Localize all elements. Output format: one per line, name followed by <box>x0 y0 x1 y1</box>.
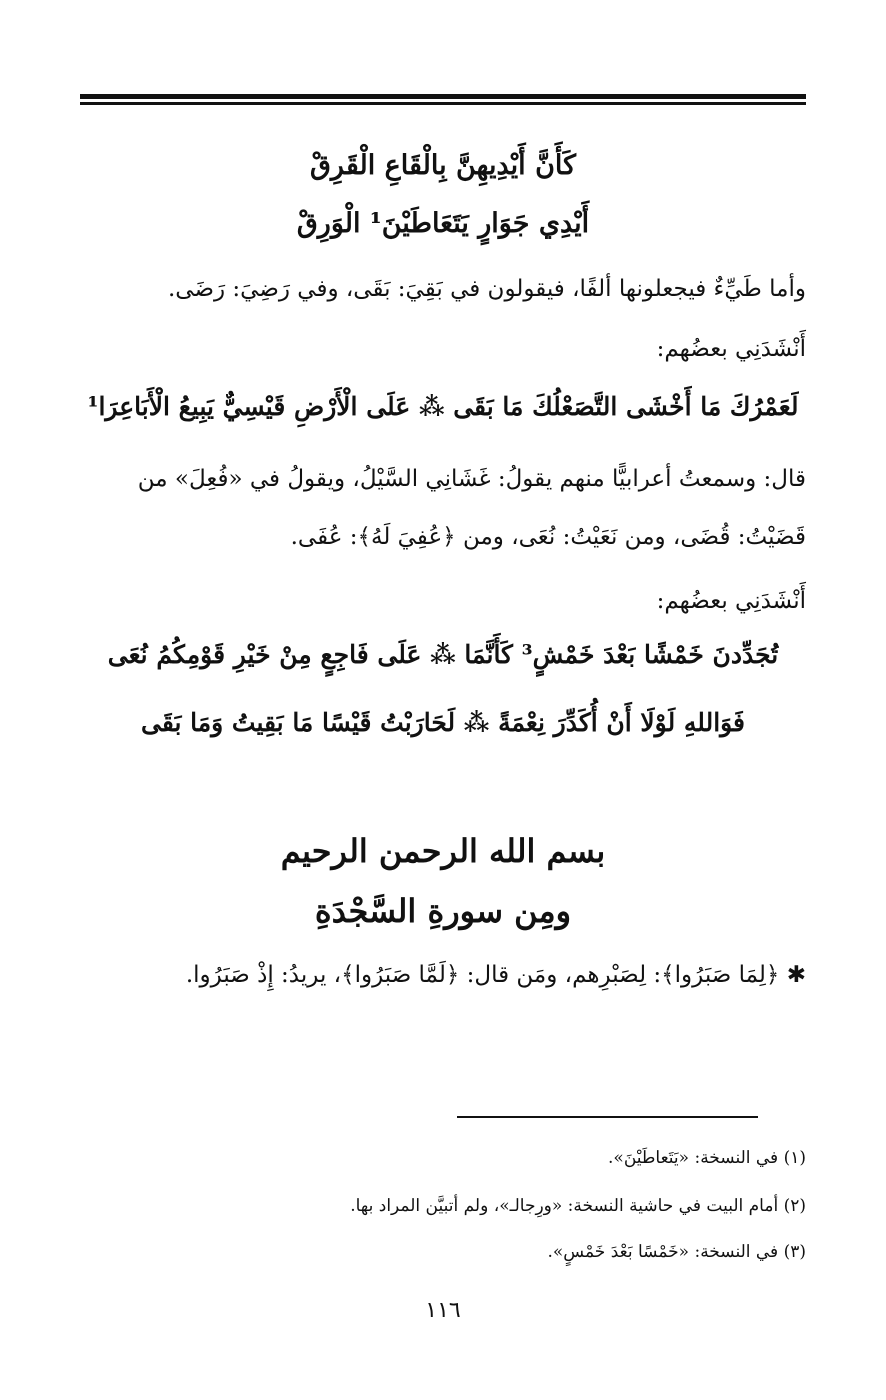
verse-bottom-1: تُجَدِّدنَ خَمْشًا بَعْدَ خَمْشٍ³ كَأَنَّمَا ⁂ عَلَى فَاجِعٍ مِنْ خَيْرِ قَوْمِكُمُ نُعَى <box>107 640 779 669</box>
surah-entry: ✱ ﴿لِمَا صَبَرُوا﴾: لِصَبْرِهم، ومَن قال: ﴿لَمَّا صَبَرُوا﴾، يريدُ: إِذْ صَبَرُوا. <box>185 962 806 988</box>
anshadani-label-2: أَنْشَدَنِي بعضُهم: <box>656 588 806 614</box>
anshadani-label-1: أَنْشَدَنِي بعضُهم: <box>656 336 806 362</box>
verse-bottom-2: فَوَاللهِ لَوْلَا أَنْ أُكَدِّرَ نِعْمَةً ⁂ لَحَارَبْتُ قَيْسًا مَا بَقِيتُ وَمَا بَقَى <box>140 708 746 737</box>
verse-top-1: كَأَنَّ أَيْدِيهِنَّ بِالْقَاعِ الْقَرِقْ <box>309 150 576 181</box>
footnote-2: (٢) أمام البيت في حاشية النسخة: «ورِجالـ»، ولم أتبيَّن المراد بها. <box>350 1196 806 1216</box>
surah-heading: ومِن سورةِ السَّجْدَةِ <box>314 892 572 930</box>
footnote-3: (٣) في النسخة: «خَمْسًا بَعْدَ خَمْسٍ». <box>547 1242 806 1262</box>
verse-top-2: أَيْدِي جَوَارٍ يَتَعَاطَيْنَ¹ الْوَرِقْ <box>296 208 590 239</box>
top-rule-upper <box>80 94 806 99</box>
footnote-1: (١) في النسخة: «يَتَعاطَيْنَ». <box>608 1148 806 1168</box>
footnote-rule <box>457 1116 758 1118</box>
top-rule-lower <box>80 102 806 105</box>
page-number: ١١٦ <box>425 1298 461 1323</box>
paragraph-qala-line-1: قال: وسمعتُ أعرابيًّا منهم يقولُ: غَشَانِي السَّيْلُ، ويقولُ في «فُعِلَ» من <box>137 466 806 492</box>
verse-middle: لَعَمْرُكَ مَا أَخْشَى التَّصَعْلُكَ مَا بَقَى ⁂ عَلَى الْأَرْضِ قَيْسِيٌّ يَبِيعُ الْأَبَاعِرَا¹ <box>87 392 799 421</box>
paragraph-tayy: وأما طَيِّءٌ فيجعلونها ألفًا، فيقولون في بَقِيَ: بَقَى، وفي رَضِيَ: رَضَى. <box>167 276 806 302</box>
basmala-heading: بسم الله الرحمن الرحيم <box>280 832 606 870</box>
paragraph-qala-line-2: قَضَيْتُ: قُضَى، ومن نَعَيْتُ: نُعَى، ومن ﴿عُفِيَ لَهُ﴾: عُفَى. <box>290 524 806 550</box>
